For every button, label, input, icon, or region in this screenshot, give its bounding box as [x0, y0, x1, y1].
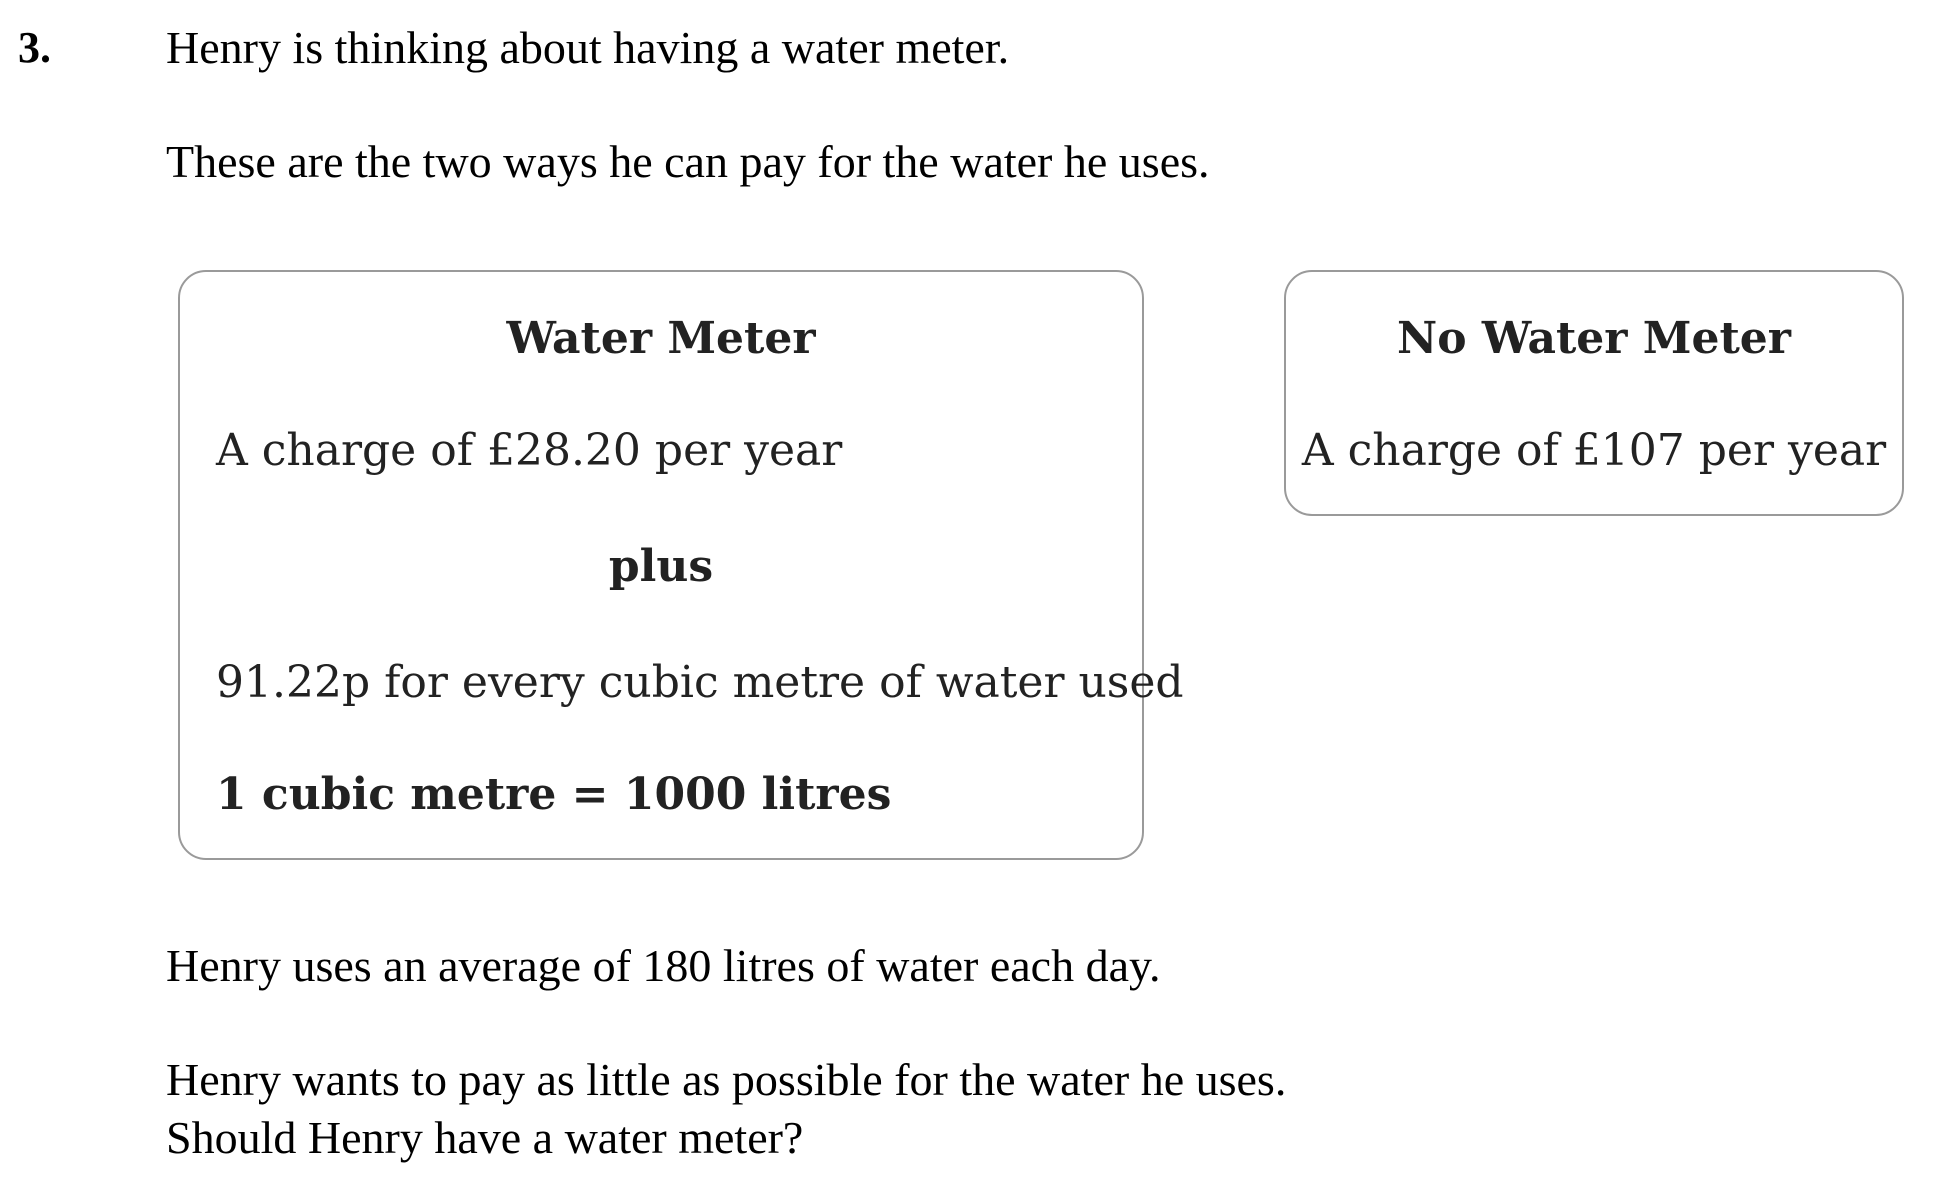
question-number: 3.: [18, 23, 51, 72]
water-meter-title: Water Meter: [506, 313, 816, 364]
no-water-meter-title: No Water Meter: [1396, 313, 1791, 364]
water-meter-conversion: 1 cubic metre = 1000 litres: [216, 769, 892, 820]
usage-statement: Henry uses an average of 180 litres of water each day.: [166, 940, 1161, 991]
water-meter-box: [178, 270, 1184, 860]
no-water-meter-charge: A charge of £107 per year: [1301, 425, 1887, 476]
question-intro: Henry is thinking about having a water meter.: [166, 22, 1010, 73]
water-meter-standing-charge: A charge of £28.20 per year: [216, 425, 843, 476]
no-water-meter-box: [1284, 270, 1904, 516]
water-meter-rate: 91.22p for every cubic metre of water used: [216, 657, 1184, 708]
question-payment-ways: These are the two ways he can pay for the water he uses.: [166, 136, 1210, 187]
question-prompt: Should Henry have a water meter?: [166, 1112, 804, 1163]
goal-statement: Henry wants to pay as little as possible for the water he uses.: [166, 1054, 1287, 1105]
water-meter-plus: plus: [608, 541, 714, 592]
